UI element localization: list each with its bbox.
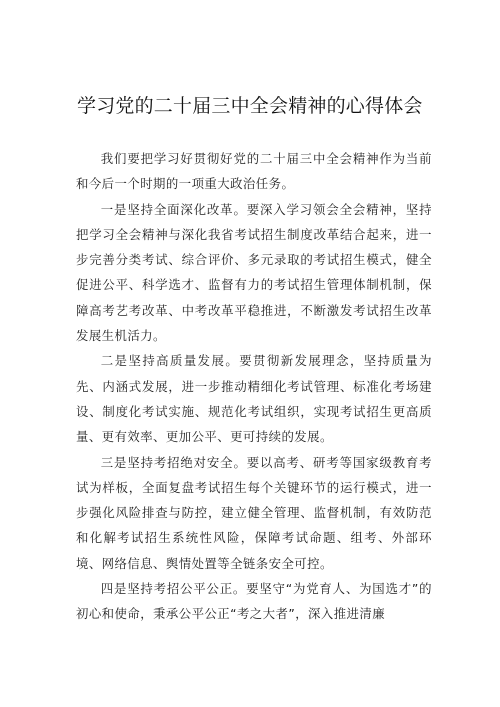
paragraph-point-1: 一是坚持全面深化改革。要深入学习领会全会精神，坚持把学习全会精神与深化我省考试招生制度改革结合起来，进一步完善分类考试、综合评价、多元录取的考试招生模式，健全促进公平、科学选才、监督有力的考试招生管理体制机制，保障高考艺考改革、中考改革平稳推进，不断激发考试招生改革发展生机活力。: [76, 201, 432, 344]
paragraph-point-4: 四是坚持考招公平公正。要坚守“为党育人、为国选才”的初心和使命，秉承公平公正“考之大者”，深入推进清廉: [76, 581, 432, 622]
paragraph-point-2: 二是坚持高质量发展。要贯彻新发展理念，坚持质量为先、内涵式发展，进一步推动精细化考试管理、标准化考场建设、制度化考试实施、规范化考试组织，实现考试招生更高质量、更有效率、更加公平、更可持续的发展。: [76, 353, 432, 445]
document-title: 学习党的二十届三中全会精神的心得体会: [77, 95, 423, 117]
document-body: [76, 146, 432, 627]
paragraph-point-3: 三是坚持考招绝对安全。要以高考、研考等国家级教育考试为样板，全面复盘考试招生每个关键环节的运行模式，进一步强化风险排查与防控，建立健全管理、监督机制，有效防范和化解考试招生系统性风险，保障考试命题、组考、外部环境、网络信息、舆情处置等全链条安全可控。: [76, 454, 432, 571]
paragraph-intro: 我们要把学习好贯彻好党的二十届三中全会精神作为当前和今后一个时期的一项重大政治任务。: [76, 151, 432, 192]
